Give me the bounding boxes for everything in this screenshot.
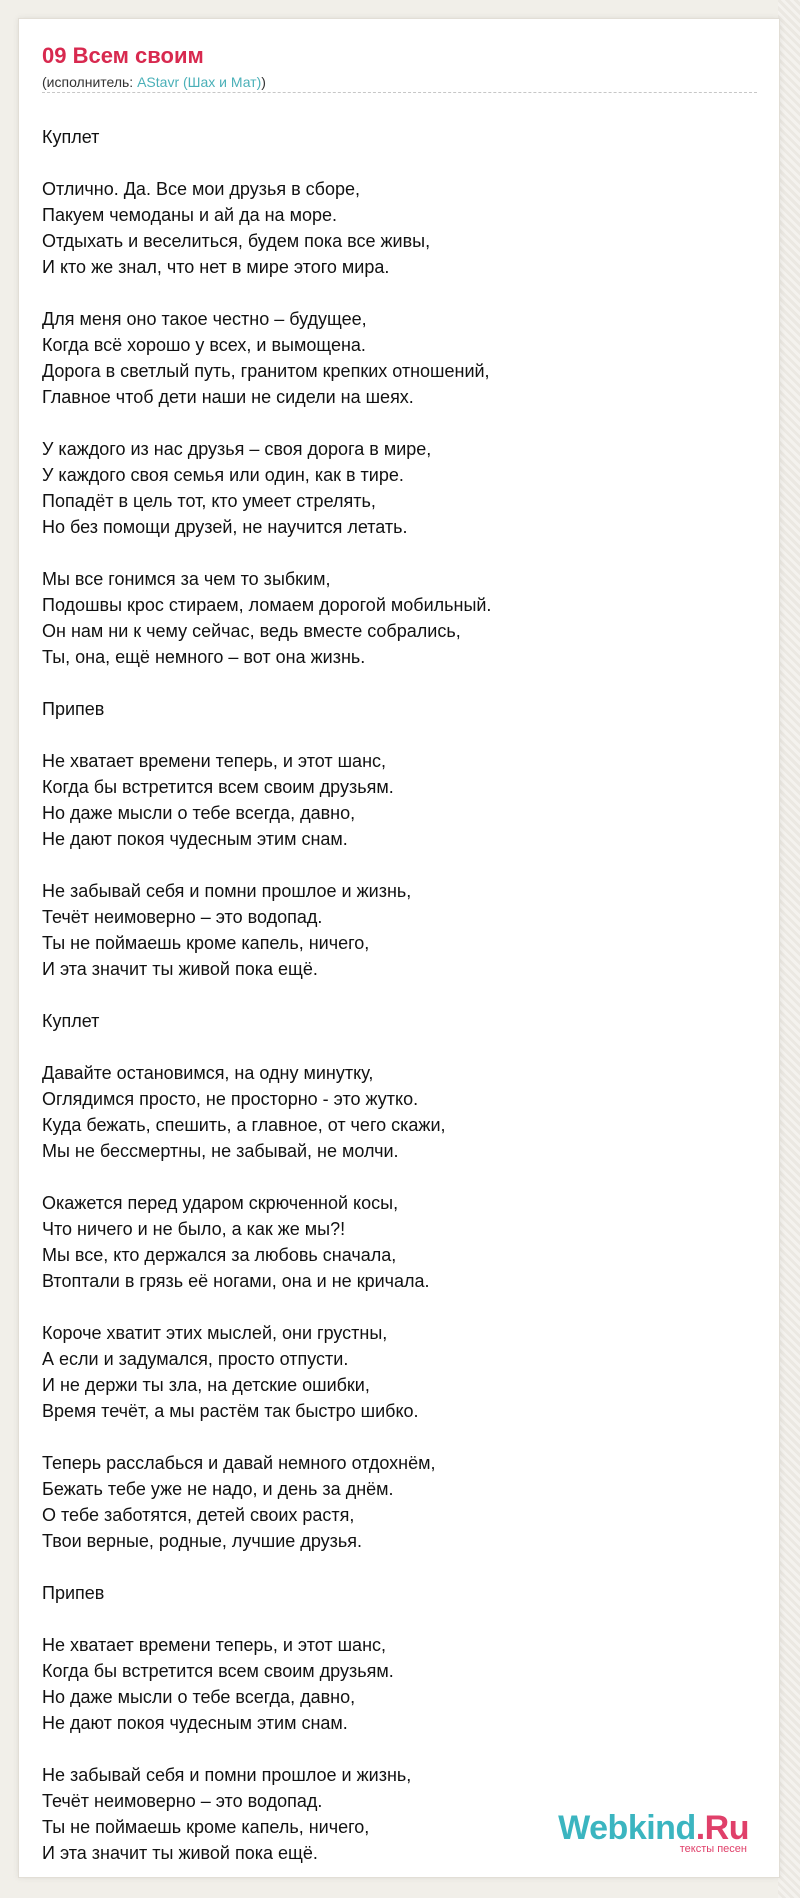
lyric-line: Не хватает времени теперь, и этот шанс,: [42, 751, 387, 771]
lyric-line: Твои верные, родные, лучшие друзья.: [42, 1531, 363, 1551]
lyric-line: Не дают покоя чудесным этим снам.: [42, 829, 348, 849]
lyric-blank-line: [42, 1034, 757, 1060]
site-watermark: [558, 1811, 749, 1855]
lyric-line: Когда всё хорошо у всех, и вымощена.: [42, 335, 366, 355]
artist-link[interactable]: AStavr (Шах и Мат): [137, 74, 262, 91]
lyrics-text: [42, 124, 757, 1866]
lyric-blank-line: [42, 1294, 757, 1320]
song-header: [42, 43, 757, 91]
lyric-line: Теперь расслабься и давай немного отдохнём,: [42, 1453, 436, 1473]
lyric-line: А если и задумался, просто отпусти.: [42, 1349, 349, 1369]
lyric-line: Ты, она, ещё немного – вот она жизнь.: [42, 647, 366, 667]
lyric-line: Не хватает времени теперь, и этот шанс,: [42, 1635, 387, 1655]
lyric-blank-line: [42, 722, 757, 748]
lyric-line: Подошвы крос стираем, ломаем дорогой мобильный.: [42, 595, 492, 615]
lyric-line: Припев: [42, 699, 105, 719]
lyric-blank-line: [42, 1554, 757, 1580]
lyric-line: Течёт неимоверно – это водопад.: [42, 907, 323, 927]
lyric-line: Он нам ни к чему сейчас, ведь вместе собрались,: [42, 621, 461, 641]
lyric-line: Бежать тебе уже не надо, и день за днём.: [42, 1479, 394, 1499]
lyric-line: Не дают покоя чудесным этим снам.: [42, 1713, 348, 1733]
lyric-line: Но без помощи друзей, не научится летать.: [42, 517, 408, 537]
lyric-line: Отлично. Да. Все мои друзья в сборе,: [42, 179, 360, 199]
lyric-blank-line: [42, 150, 757, 176]
lyric-line: И не держи ты зла, на детские ошибки,: [42, 1375, 370, 1395]
lyric-line: Но даже мысли о тебе всегда, давно,: [42, 1687, 356, 1707]
lyric-blank-line: [42, 280, 757, 306]
lyric-line: Давайте остановимся, на одну минутку,: [42, 1063, 374, 1083]
lyric-line: Для меня оно такое честно – будущее,: [42, 309, 367, 329]
lyric-line: Не забывай себя и помни прошлое и жизнь,: [42, 881, 412, 901]
lyric-line: Дорога в светлый путь, гранитом крепких отношений,: [42, 361, 490, 381]
lyric-line: Куплет: [42, 127, 100, 147]
lyric-line: Течёт неимоверно – это водопад.: [42, 1791, 323, 1811]
lyric-blank-line: [42, 852, 757, 878]
lyric-blank-line: [42, 1164, 757, 1190]
lyric-line: Мы все гонимся за чем то зыбким,: [42, 569, 331, 589]
artist-suffix: ): [261, 74, 266, 91]
lyric-blank-line: [42, 410, 757, 436]
lyric-line: У каждого из нас друзья – своя дорога в мире,: [42, 439, 432, 459]
header-divider: [42, 92, 757, 93]
lyric-line: Куда бежать, спешить, а главное, от чего скажи,: [42, 1115, 446, 1135]
lyric-line: Пакуем чемоданы и ай да на море.: [42, 205, 337, 225]
lyric-line: Окажется перед ударом скрюченной косы,: [42, 1193, 399, 1213]
lyric-line: Ты не поймаешь кроме капель, ничего,: [42, 1817, 370, 1837]
lyric-blank-line: [42, 670, 757, 696]
lyric-line: Ты не поймаешь кроме капель, ничего,: [42, 933, 370, 953]
lyric-line: И эта значит ты живой пока ещё.: [42, 959, 318, 979]
lyric-line: Мы не бессмертны, не забывай, не молчи.: [42, 1141, 399, 1161]
lyric-line: О тебе заботятся, детей своих растя,: [42, 1505, 355, 1525]
lyric-line: Короче хватит этих мыслей, они грустны,: [42, 1323, 388, 1343]
lyric-line: И эта значит ты живой пока ещё.: [42, 1843, 318, 1863]
lyric-line: Куплет: [42, 1011, 100, 1031]
lyric-line: Не забывай себя и помни прошлое и жизнь,: [42, 1765, 412, 1785]
lyrics-card: [18, 18, 780, 1878]
lyric-line: Но даже мысли о тебе всегда, давно,: [42, 803, 356, 823]
song-title: 09 Всем своим: [42, 43, 204, 68]
lyric-line: У каждого своя семья или один, как в тире.: [42, 465, 404, 485]
lyric-line: Главное чтоб дети наши не сидели на шеях.: [42, 387, 414, 407]
lyric-line: Мы все, кто держался за любовь сначала,: [42, 1245, 397, 1265]
logo-subtitle: тексты песен: [679, 1843, 747, 1855]
lyric-line: И кто же знал, что нет в мире этого мира.: [42, 257, 390, 277]
lyric-line: Когда бы встретится всем своим друзьям.: [42, 1661, 394, 1681]
lyric-blank-line: [42, 982, 757, 1008]
lyric-line: Втоптали в грязь её ногами, она и не кричала.: [42, 1271, 430, 1291]
lyric-line: Припев: [42, 1583, 105, 1603]
lyric-blank-line: [42, 1606, 757, 1632]
lyric-line: Что ничего и не было, а как же мы?!: [42, 1219, 346, 1239]
lyric-blank-line: [42, 540, 757, 566]
webkind-logo: [558, 1811, 749, 1845]
page-edge-pattern: [778, 0, 800, 1898]
lyric-blank-line: [42, 1424, 757, 1450]
lyric-line: Оглядимся просто, не просторно - это жутко.: [42, 1089, 419, 1109]
artist-prefix: (исполнитель:: [42, 74, 138, 91]
logo-main: Webkind: [558, 1809, 696, 1847]
artist-line: [42, 74, 757, 91]
lyric-line: Время течёт, а мы растём так быстро шибко.: [42, 1401, 419, 1421]
logo-domain: .Ru: [695, 1809, 749, 1847]
lyric-line: Попадёт в цель тот, кто умеет стрелять,: [42, 491, 376, 511]
lyric-line: Отдыхать и веселиться, будем пока все живы,: [42, 231, 431, 251]
lyric-line: Когда бы встретится всем своим друзьям.: [42, 777, 394, 797]
lyric-blank-line: [42, 1736, 757, 1762]
